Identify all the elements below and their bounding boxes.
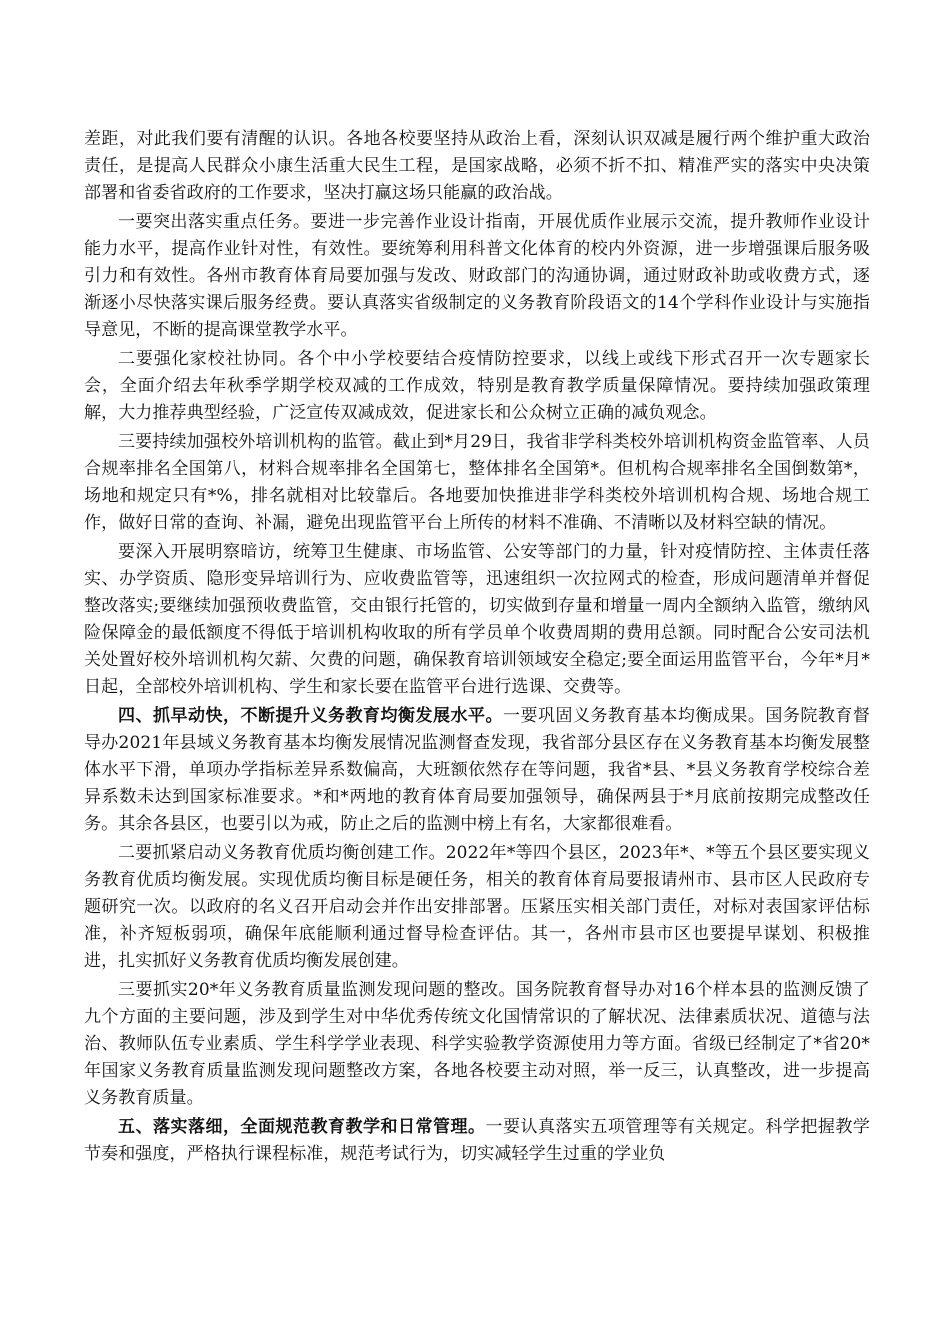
paragraph-text: 三要持续加强校外培训机构的监管。截止到*月29日，我省非学科类校外培训机构资金监管率、人员合规率排名全国第八，材料合规率排名全国第七，整体排名全国第*。但机构合规率排名全国倒数第*，场地和规定只有*%，排名就相对比较靠后。各地要加快推进非学科类校外培训机构合规、场地合规工作，做好日常的查询、补漏，避免出现监管平台上所传的材料不准确、不清晰以及材料空缺的情况。 bbox=[84, 432, 870, 533]
paragraph-text: 一要突出落实重点任务。要进一步完善作业设计指南，开展优质作业展示交流，提升教师作业设计能力水平，提高作业针对性，有效性。要统筹利用科普文化体育的校内外资源，进一步增强课后服务吸引力和有效性。各州市教育体育局要加强与发改、财政部门的沟通协调，通过财政补助或收费方式，逐渐逐小尽快落实课后服务经费。要认真落实省级制定的义务教育阶段语文的14个学科作业设计与实施指导意见，不断的提高课堂教学水平。 bbox=[84, 212, 870, 340]
paragraph-text: 差距，对此我们要有清醒的认识。各地各校要坚持从政治上看，深刻认识双减是履行两个维护重大政治责任，是提高人民群众小康生活重大民生工程，是国家战略，必须不折不扣、精准严实的落实中央决策部署和省委省政府的工作要求，坚决打赢这场只能赢的政治战。 bbox=[84, 129, 870, 203]
section-paragraph bbox=[84, 1114, 870, 1168]
paragraph bbox=[84, 209, 870, 344]
paragraph-text: 一要认真落实五项管理等有关规定。科学把握教学节奏和强度，严格执行课程标准，规范考试行为，切实减轻学生过重的学业负 bbox=[84, 1117, 870, 1164]
paragraph-text: 三要抓实20*年义务教育质量监测发现问题的整改。国务院教育督导办对16个样本县的监测反馈了九个方面的主要问题，涉及到学生对中华优秀传统文化国情常识的了解状况、法律素质状况、道德与法治、教师队伍专业素质、学生科学学业表现、科学实验教学资源使用力等方面。省级已经制定了*省20*年国家义务教育质量监测发现问题整改方案，各地各校要主动对照，举一反三，认真整改，进一步提高义务教育质量。 bbox=[84, 980, 870, 1108]
paragraph-text: 二要抓紧启动义务教育优质均衡创建工作。2022年*等四个县区，2023年*、*等五个县区要实现义务教育优质均衡发展。实现优质均衡目标是硬任务，相关的教育体育局要报请州市、县市区人民政府专题研究一次。以政府的名义召开启动会并作出安排部署。压紧压实相关部门责任，对标对表国家评估标准，补齐短板弱项，确保年底能顺利通过督导检查评估。其一，各州市县市区也要提早谋划、积极推进，扎实抓好义务教育优质均衡发展创建。 bbox=[84, 843, 870, 971]
section-heading: 五、落实落细，全面规范教育教学和日常管理。 bbox=[118, 1117, 486, 1137]
section-heading: 四、抓早动快，不断提升义务教育均衡发展水平。 bbox=[118, 706, 503, 726]
paragraph bbox=[84, 539, 870, 701]
paragraph-text: 一要巩固义务教育基本均衡成果。国务院教育督导办2021年县域义务教育基本均衡发展情况监测督查发现，我省部分县区存在义务教育基本均衡发展整体水平下滑，单项办学指标差异系数偏高，大班额依然存在等问题，我省*县、*县义务教育学校综合差异系数未达到国家标准要求。*和*两地的教育体育局要加强领导，确保两县于*月底前按期完成整改任务。其余各县区，也要引以为戒，防止之后的监测中榜上有名，大家都很难看。 bbox=[84, 706, 870, 834]
paragraph-text: 二要强化家校社协同。各个中小学校要结合疫情防控要求，以线上或线下形式召开一次专题家长会，全面介绍去年秋季学期学校双减的工作成效，特别是教育教学质量保障情况。要持续加强政策理解，大力推荐典型经验，广泛宣传双减成效，促进家长和公众树立正确的减负观念。 bbox=[84, 349, 870, 423]
paragraph bbox=[84, 840, 870, 975]
paragraph bbox=[84, 977, 870, 1112]
paragraph bbox=[84, 346, 870, 427]
paragraph bbox=[84, 126, 870, 207]
paragraph-text: 要深入开展明察暗访，统筹卫生健康、市场监管、公安等部门的力量，针对疫情防控、主体责任落实、办学资质、隐形变异培训行为、应收费监管等，迅速组织一次拉网式的检查，形成问题清单并督促整改落实;要继续加强预收费监管，交由银行托管的，切实做到存量和增量一周内全额纳入监管，缴纳风险保障金的最低额度不得低于培训机构收取的所有学员单个收费周期的费用总额。同时配合公安司法机关处置好校外培训机构欠薪、欠费的问题，确保教育培训领域安全稳定;要全面运用监管平台，今年*月*日起，全部校外培训机构、学生和家长要在监管平台进行选课、交费等。 bbox=[84, 542, 870, 697]
section-paragraph bbox=[84, 703, 870, 838]
document-page bbox=[84, 126, 870, 1168]
paragraph bbox=[84, 429, 870, 537]
